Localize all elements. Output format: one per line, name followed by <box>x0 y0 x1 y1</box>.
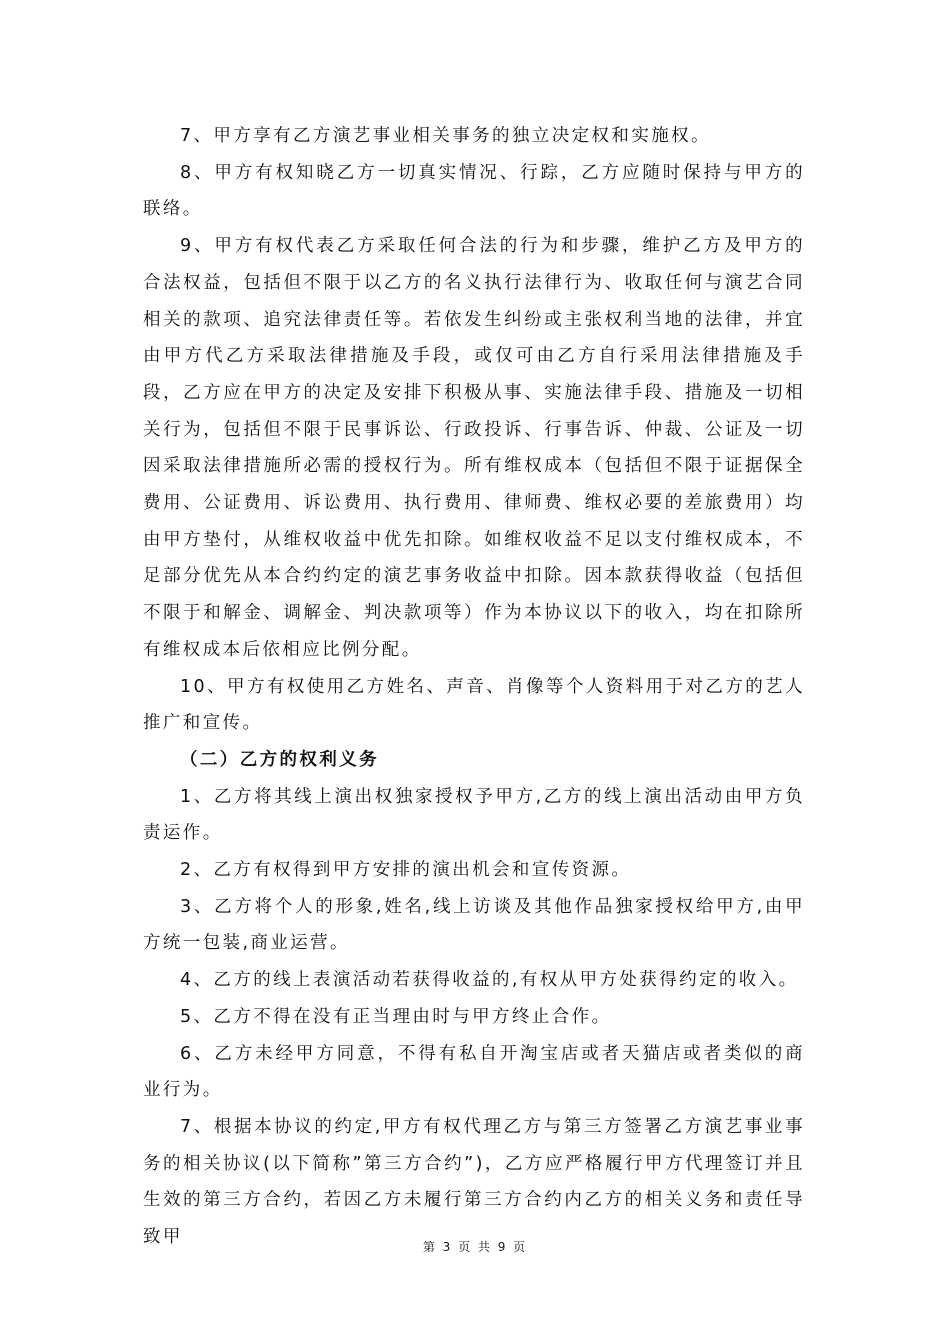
clause-a-10: 10、甲方有权使用乙方姓名、声音、肖像等个人资料用于对乙方的艺人推广和宣传。 <box>143 676 805 734</box>
clause-b-3: 3、乙方将个人的形象,姓名,线上访谈及其他作品独家授权给甲方,由甲方统一包装,商业运营。 <box>143 896 805 954</box>
clause-b-7: 7、根据本协议的约定,甲方有权代理乙方与第三方签署乙方演艺事业事务的相关协议(以下简称”第三方合约”)，乙方应严格履行甲方代理签订并且生效的第三方合约，若因乙方未履行第三方合约内乙方的相关义务和责任导致甲 <box>143 1116 805 1248</box>
clause-b-5: 5、乙方不得在没有正当理由时与甲方终止合作。 <box>180 1006 612 1027</box>
clause-a-7: 7、甲方享有乙方演艺事业相关事务的独立决定权和实施权。 <box>180 126 711 146</box>
section-heading: （二）乙方的权利义务 <box>180 749 379 770</box>
page-number-footer: 第 3 页 共 9 页 <box>422 1240 528 1254</box>
clause-b-1: 1、乙方将其线上演出权独家授权予甲方,乙方的线上演出活动由甲方负责运作。 <box>143 786 805 844</box>
clause-b-2: 2、乙方有权得到甲方安排的演出机会和宣传资源。 <box>180 860 632 881</box>
clause-a-8: 8、甲方有权知晓乙方一切真实情况、行踪，乙方应随时保持与甲方的联络。 <box>143 162 805 220</box>
clause-b-4: 4、乙方的线上表演活动若获得收益的,有权从甲方处获得约定的收入。 <box>180 970 799 991</box>
clause-b-6: 6、乙方未经甲方同意，不得有私自开淘宝店或者天猫店或者类似的商业行为。 <box>143 1043 805 1101</box>
clause-a-9: 9、甲方有权代表乙方采取任何合法的行为和步骤，维护乙方及甲方的合法权益，包括但不限于以乙方的名义执行法律行为、收取任何与演艺合同相关的款项、追究法律责任等。若依发生纠纷或主张权利当地的法律，并宜由甲方代乙方采取法律措施及手段，或仅可由乙方自行采用法律措施及手段，乙方应在甲方的决定及安排下积极从事、实施法律手段、措施及一切相关行为，包括但不限于民事诉讼、行政投诉、行事告诉、仲裁、公证及一切因采取法律措施所必需的授权行为。所有维权成本（包括但不限于证据保全费用、公证费用、诉讼费用、执行费用、律师费、维权必要的差旅费用）均由甲方垫付，从维权收益中优先扣除。如维权收益不足以支付维权成本，不足部分优先从本合约约定的演艺事务收益中扣除。因本款获得收益（包括但不限于和解金、调解金、判决款项等）作为本协议以下的收入，均在扣除所有维权成本后依相应比例分配。 <box>143 236 805 660</box>
page-body <box>143 118 805 1256</box>
